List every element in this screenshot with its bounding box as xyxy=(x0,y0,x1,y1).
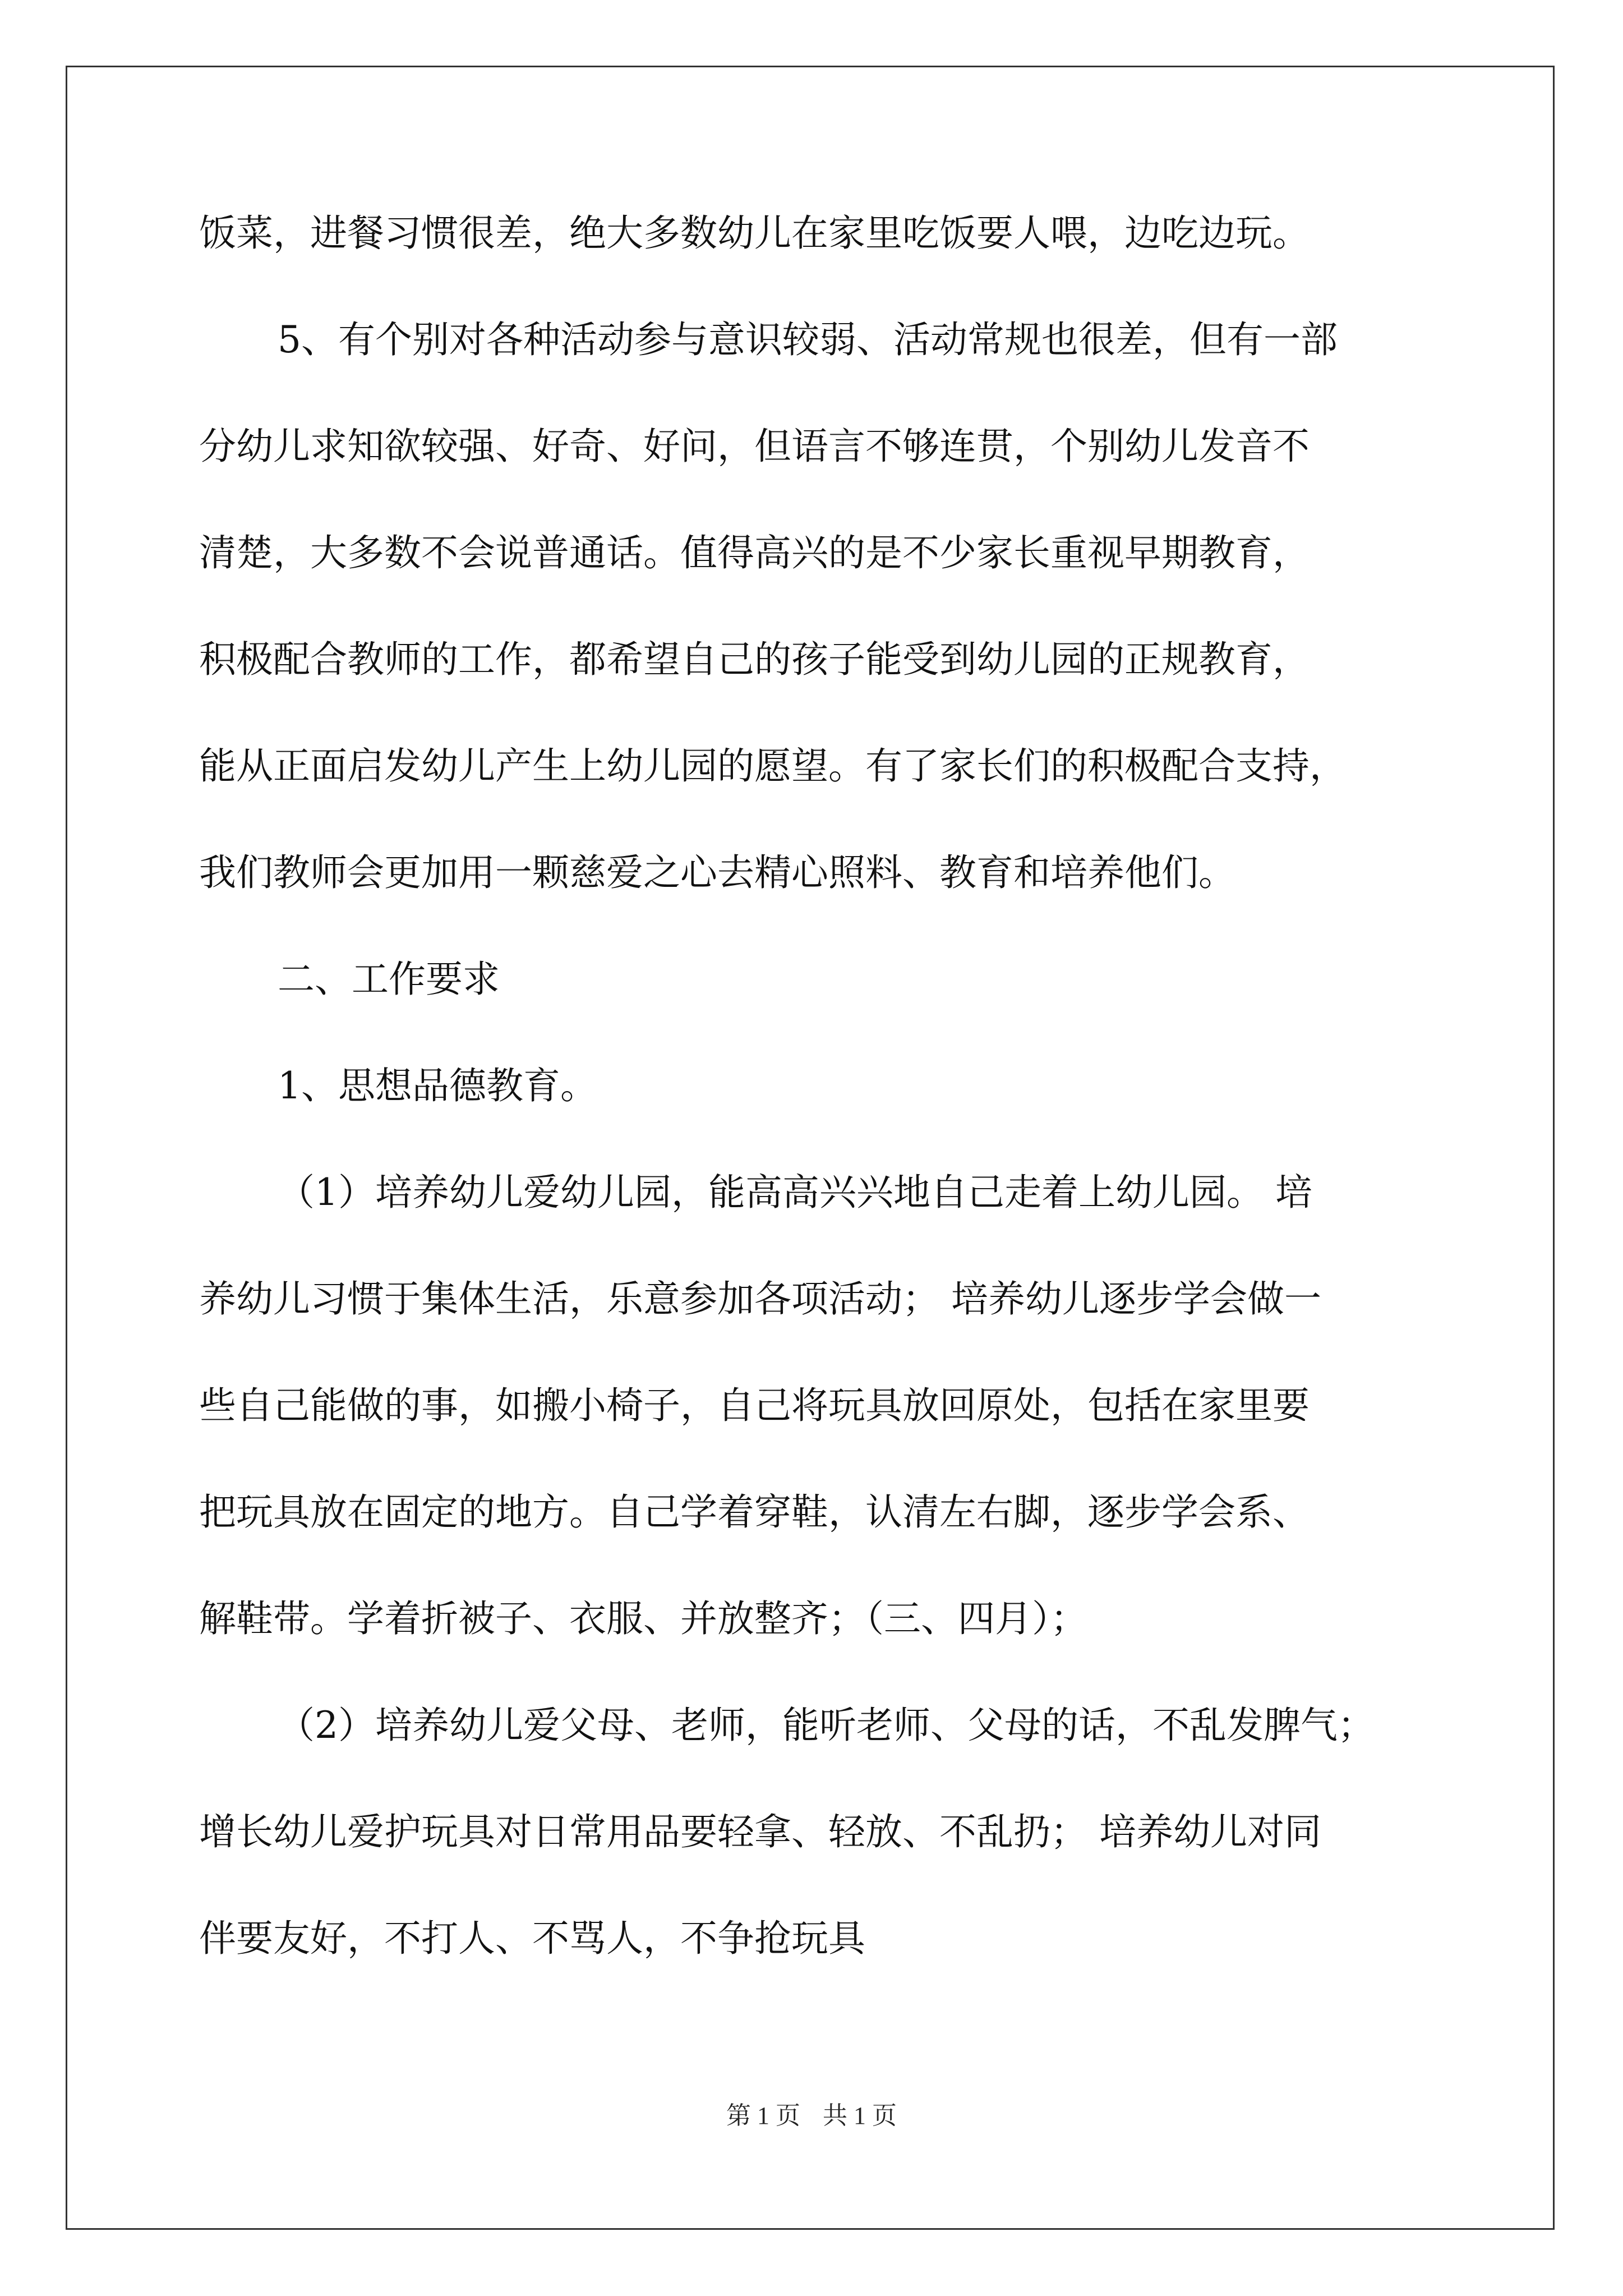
text-line: 我们教师会更加用一颗慈爱之心去精心照料、教育和培养他们。 xyxy=(199,851,1235,894)
page-frame xyxy=(66,66,1555,2230)
text-line: 能从正面启发幼儿产生上幼儿园的愿望。有了家长们的积极配合支持， xyxy=(199,744,1347,788)
text-line: 把玩具放在固定的地方。自己学着穿鞋，认清左右脚，逐步学会系、 xyxy=(199,1490,1310,1534)
page-footer xyxy=(0,2095,1623,2131)
text-line: 5、有个别对各种活动参与意识较弱、活动常规也很差，但有一部 xyxy=(278,318,1338,361)
page-number: 第 1 页 xyxy=(726,2102,800,2129)
text-line: 饭菜，进餐习惯很差，绝大多数幼儿在家里吃饭要人喂，边吃边玩。 xyxy=(199,211,1310,255)
text-line: 清楚，大多数不会说普通话。值得高兴的是不少家长重视早期教育， xyxy=(199,531,1310,574)
section-heading: 二、工作要求 xyxy=(278,958,500,1001)
text-line: （2）培养幼儿爱父母、老师，能听老师、父母的话，不乱发脾气； xyxy=(278,1704,1375,1747)
text-line: （1）培养幼儿爱幼儿园，能高高兴兴地自己走着上幼儿园。 培 xyxy=(278,1171,1312,1214)
page-total: 共 1 页 xyxy=(823,2102,897,2129)
text-line: 增长幼儿爱护玩具对日常用品要轻拿、轻放、不乱扔； 培养幼儿对同 xyxy=(199,1810,1321,1853)
text-line: 伴要友好，不打人、不骂人，不争抢玩具 xyxy=(199,1917,865,1960)
text-line: 养幼儿习惯于集体生活，乐意参加各项活动； 培养幼儿逐步学会做一 xyxy=(199,1277,1321,1320)
text-line: 些自己能做的事，如搬小椅子，自己将玩具放回原处，包括在家里要 xyxy=(199,1384,1310,1427)
subsection-heading: 1、思想品德教育。 xyxy=(278,1064,597,1107)
text-line: 分幼儿求知欲较强、好奇、好问，但语言不够连贯，个别幼儿发音不 xyxy=(199,425,1310,468)
text-line: 解鞋带。学着折被子、衣服、并放整齐；（三、四月）； xyxy=(199,1597,1087,1640)
text-line: 积极配合教师的工作，都希望自己的孩子能受到幼儿园的正规教育， xyxy=(199,638,1310,681)
